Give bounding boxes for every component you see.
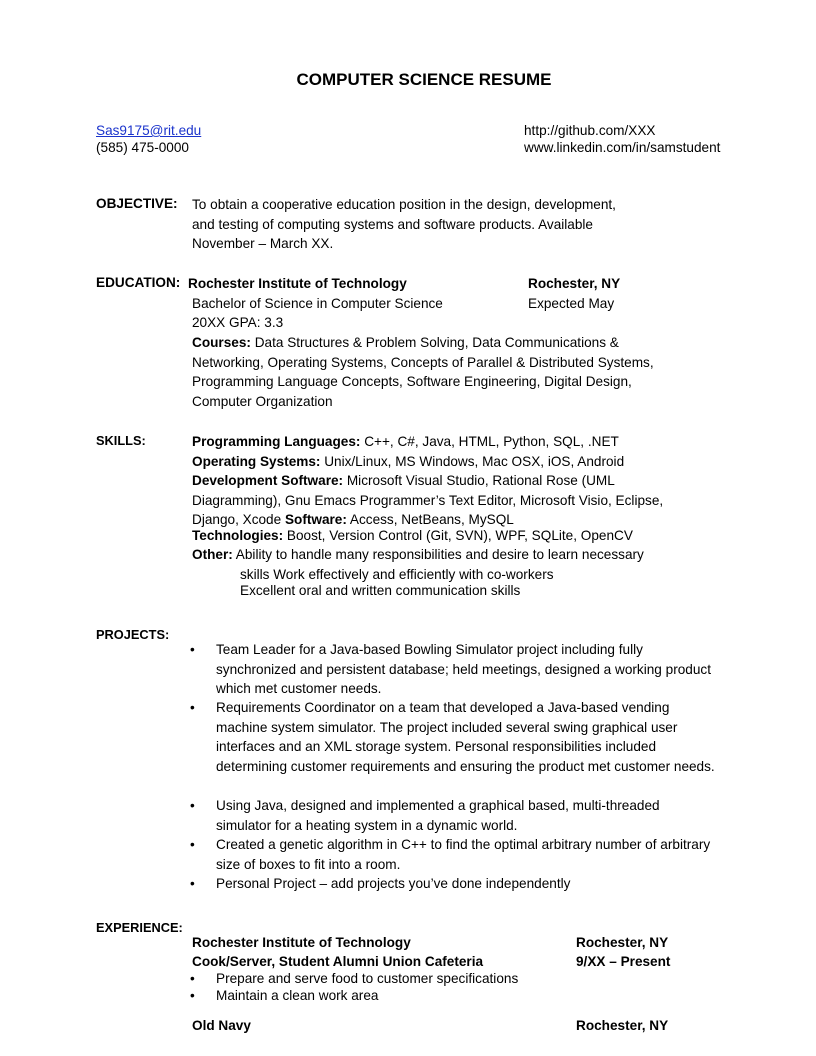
skills-tech (192, 526, 633, 546)
skills-other-line3: Excellent oral and written communication skills (240, 583, 521, 598)
project-text: Team Leader for a Java-based Bowling Simulator project including fully synchronized and persistent database; held meetings, designed a working product which met customer needs. (216, 642, 711, 696)
job1-role: Cook/Server, Student Alumni Union Cafeteria (192, 954, 484, 969)
skills-heading: SKILLS: (96, 433, 146, 448)
skills-os-label: Operating Systems: (192, 454, 321, 469)
education-location: Rochester, NY (528, 276, 621, 291)
courses-line: Programming Language Concepts, Software Engineering, Digital Design, (192, 374, 632, 390)
github-url: http://github.com/XXX (524, 123, 656, 138)
bullet-icon: • (190, 971, 195, 986)
skills-other-line2: skills Work effectively and efficiently with co-workers (240, 567, 554, 582)
job2-location: Rochester, NY (576, 1018, 669, 1033)
bullet-icon: • (190, 642, 195, 657)
courses-text: Data Structures & Problem Solving, Data Communications & (250, 335, 619, 350)
email-link[interactable]: Sas9175@rit.edu (96, 123, 202, 138)
bullet-icon: • (190, 876, 195, 891)
skills-software-label: Software: (284, 512, 347, 527)
job1-location: Rochester, NY (576, 935, 669, 950)
project-text: Created a genetic algorithm in C++ to find the optimal arbitrary number of arbitrary size of boxes to fit into a room. (216, 837, 711, 872)
education-school: Rochester Institute of Technology (188, 276, 407, 291)
bullet-icon: • (190, 700, 195, 715)
linkedin-url: www.linkedin.com/in/samstudent (524, 140, 721, 155)
job1-employer: Rochester Institute of Technology (192, 935, 411, 950)
objective-heading: OBJECTIVE: (96, 196, 178, 211)
education-gpa: 20XX GPA: 3.3 (192, 315, 284, 330)
skills-programming-value: C++, C#, Java, HTML, Python, SQL, .NET (360, 434, 619, 449)
skills-other-label: Other: (192, 547, 233, 562)
skills-dev-value: Microsoft Visual Studio, Rational Rose (UML (343, 473, 615, 488)
skills-os-value: Unix/Linux, MS Windows, Mac OSX, iOS, Android (320, 454, 625, 469)
skills-dev-line2: Diagramming), Gnu Emacs Programmer’s Text Editor, Microsoft Visio, Eclipse, (192, 493, 664, 508)
bullet-icon: • (190, 798, 195, 813)
education-courses (192, 333, 712, 411)
skills-programming (192, 432, 619, 452)
objective-line: November – March XX. (192, 236, 334, 252)
skills-other (192, 545, 644, 565)
skills-programming-label: Programming Languages: (192, 434, 361, 449)
courses-line: Networking, Operating Systems, Concepts of Parallel & Distributed Systems, (192, 354, 654, 370)
bullet-icon: • (190, 837, 195, 852)
education-heading: EDUCATION: (96, 275, 181, 290)
job1-dates: 9/XX – Present (576, 954, 671, 969)
page-title: COMPUTER SCIENCE RESUME (296, 70, 552, 89)
education-degree: Bachelor of Science in Computer Science (192, 296, 443, 311)
objective-line: To obtain a cooperative education position in the design, development, (192, 197, 616, 212)
education-expected: Expected May (528, 296, 615, 311)
project-text: Using Java, designed and implemented a graphical based, multi-threaded simulator for a heating system in a dynamic world. (216, 798, 660, 833)
courses-line: Computer Organization (192, 393, 333, 409)
duty-text: Maintain a clean work area (216, 988, 379, 1003)
experience-heading: EXPERIENCE: (96, 920, 183, 935)
projects-heading: PROJECTS: (96, 627, 170, 642)
skills-dev-label: Development Software: (192, 473, 344, 488)
skills-tech-label: Technologies: (192, 528, 284, 543)
bullet-icon: • (190, 988, 195, 1003)
skills-software-value: Access, NetBeans, MySQL (346, 512, 514, 527)
project-text: Personal Project – add projects you’ve done independently (216, 876, 571, 891)
phone-number: (585) 475-0000 (96, 140, 189, 155)
duty-text: Prepare and serve food to customer specifications (216, 971, 519, 986)
objective-text (192, 195, 712, 254)
skills-tech-value: Boost, Version Control (Git, SVN), WPF, SQLite, OpenCV (283, 528, 633, 543)
project-text: Requirements Coordinator on a team that developed a Java-based vending machine system simulator. The project included several swing graphical user interfaces and an XML storage system. Personal responsibilities included determining customer requirements and ensuring the product met customer needs. (216, 700, 715, 774)
skills-dev (192, 471, 615, 491)
courses-label: Courses: (192, 335, 251, 350)
skills-os (192, 452, 624, 472)
skills-dev-value3: Django, Xcode (192, 512, 285, 527)
skills-other-value: Ability to handle many responsibilities and desire to learn necessary (232, 547, 644, 562)
job2-employer: Old Navy (192, 1018, 251, 1033)
objective-line: and testing of computing systems and software products. Available (192, 216, 593, 232)
